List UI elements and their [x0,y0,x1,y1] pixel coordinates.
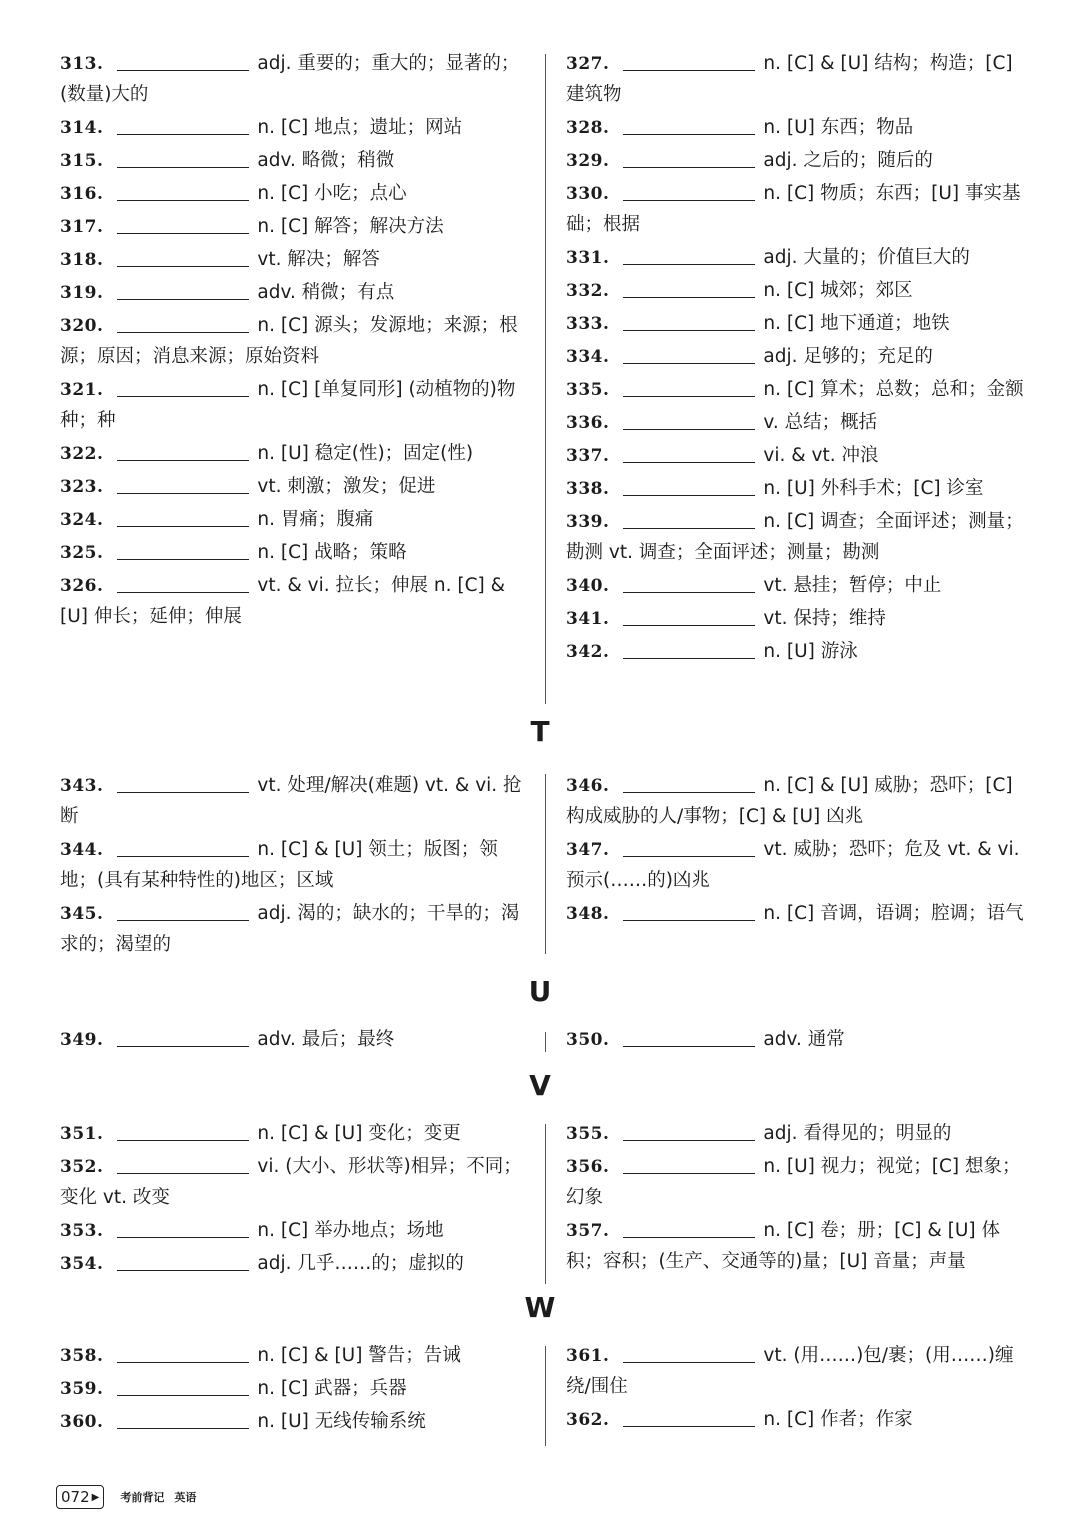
entry-definition: n. [U] 无线传输系统 [257,1411,426,1432]
vocab-entry [566,1404,1036,1435]
vocab-entry [60,1248,530,1279]
letter-heading-u: U [528,975,552,1008]
entry-definition: n. [U] 外科手术；[C] 诊室 [763,478,984,499]
answer-blank[interactable] [623,50,755,71]
entry-number: 352. [60,1157,104,1177]
answer-blank[interactable] [117,376,249,397]
answer-blank[interactable] [117,572,249,593]
entry-number: 329. [566,151,610,171]
entry-definition: n. [C] 调查；全面评述；测量；勘测 vt. 调查；全面评述；测量；勘测 [566,511,1024,563]
entry-number: 331. [566,248,610,268]
answer-blank[interactable] [623,638,755,659]
entry-number: 357. [566,1221,610,1241]
entry-definition: vi. (大小、形状等)相异；不同；变化 vt. 改变 [60,1156,522,1208]
answer-blank[interactable] [117,50,249,71]
vocab-entry [60,770,530,832]
entry-definition: v. 总结；概括 [763,412,878,433]
vocab-entry [566,275,1036,306]
answer-blank[interactable] [117,1408,249,1429]
letter-heading-v: V [529,1069,551,1102]
vocab-entry [566,374,1036,405]
vocab-entry [566,48,1036,110]
entry-number: 333. [566,314,610,334]
entry-number: 351. [60,1124,104,1144]
entry-definition: n. [C] & [U] 结构；构造；[C] 建筑物 [566,53,1013,105]
entry-definition: n. [U] 稳定(性)；固定(性) [257,443,474,464]
entry-definition: adj. 之后的；随后的 [763,150,933,171]
entry-number: 317. [60,217,104,237]
answer-blank[interactable] [623,244,755,265]
answer-blank[interactable] [623,772,755,793]
section-s [0,48,1080,708]
entry-definition: n. [C] 作者；作家 [763,1409,913,1430]
vocab-entry [60,48,530,110]
section-w [0,1340,1080,1450]
answer-blank[interactable] [623,1153,755,1174]
entry-number: 339. [566,512,610,532]
entry-definition: vt. (用……)包/裹；(用……)缠绕/围住 [566,1345,1014,1397]
entry-definition: n. [C] & [U] 威胁；恐吓；[C] 构成威胁的人/事物；[C] & [U] 凶兆 [566,775,1013,827]
entry-number: 349. [60,1030,104,1050]
vocab-entry [566,1118,1036,1149]
vocab-entry [566,898,1036,929]
vocab-entry [566,1215,1036,1277]
entry-definition: adj. 足够的；充足的 [763,346,933,367]
letter-heading-t: T [530,715,550,748]
entry-definition: n. [C] 举办地点；场地 [257,1220,444,1241]
vocab-entry [566,112,1036,143]
entry-number: 344. [60,840,104,860]
answer-blank[interactable] [623,1406,755,1427]
entry-definition: adv. 最后；最终 [257,1029,395,1050]
entry-number: 345. [60,904,104,924]
answer-blank[interactable] [623,277,755,298]
answer-blank[interactable] [117,1250,249,1271]
answer-blank[interactable] [623,508,755,529]
entry-definition: n. [C] 地点；遗址；网站 [257,117,463,138]
vocab-entry [60,145,530,176]
vocab-entry [60,504,530,535]
vocab-entry [566,145,1036,176]
vocab-entry [566,506,1036,568]
entry-definition: n. [C] & [U] 变化；变更 [257,1123,461,1144]
answer-blank[interactable] [623,1120,755,1141]
entry-number: 337. [566,446,610,466]
vocab-entry [566,1340,1036,1402]
vocab-entry [60,537,530,568]
entry-definition: n. [C] 物质；东西；[U] 事实基础；根据 [566,183,1021,235]
entry-definition: adj. 看得见的；明显的 [763,1123,952,1144]
entry-number: 350. [566,1030,610,1050]
vocab-entry [566,603,1036,634]
entry-definition: n. [C] 算术；总数；总和；金额 [763,379,1024,400]
section-v [0,1118,1080,1288]
vocab-entry [60,1215,530,1246]
answer-blank[interactable] [117,900,249,921]
entry-number: 354. [60,1254,104,1274]
vocab-entry [566,440,1036,471]
entry-number: 347. [566,840,610,860]
entry-definition: vt. 刺激；激发；促进 [257,476,436,497]
vocab-entry [60,1340,530,1371]
answer-blank[interactable] [117,473,249,494]
answer-blank[interactable] [117,836,249,857]
entry-definition: adj. 重要的；重大的；显著的；(数量)大的 [60,53,520,105]
entry-definition: vt. 威胁；恐吓；危及 vt. & vi. 预示(……的)凶兆 [566,839,1020,891]
entry-definition: n. [C] & [U] 警告；告诫 [257,1345,461,1366]
answer-blank[interactable] [117,1153,249,1174]
entry-number: 330. [566,184,610,204]
entry-definition: adj. 渴的；缺水的；干旱的；渴求的；渴望的 [60,903,520,955]
vocab-entry [60,244,530,275]
entry-number: 332. [566,281,610,301]
right-column [566,1024,1036,1057]
answer-blank[interactable] [623,475,755,496]
answer-blank[interactable] [623,1026,755,1047]
entry-definition: n. 胃痛；腹痛 [257,509,374,530]
answer-blank[interactable] [623,836,755,857]
left-column [60,1024,530,1057]
entry-number: 326. [60,576,104,596]
entry-definition: n. [C] 解答；解决方法 [257,216,444,237]
vocab-entry [60,570,530,632]
entry-number: 325. [60,543,104,563]
vocab-entry [566,636,1036,667]
vocab-entry [566,770,1036,832]
vocab-entry [60,310,530,372]
entry-definition: n. [C] 小吃；点心 [257,183,407,204]
entry-number: 314. [60,118,104,138]
answer-blank[interactable] [117,506,249,527]
vocab-entry [60,898,530,960]
entry-number: 343. [60,776,104,796]
answer-blank[interactable] [117,213,249,234]
entry-definition: adj. 大量的；价值巨大的 [763,247,970,268]
vocab-entry [60,112,530,143]
entry-definition: vt. 解决；解答 [257,249,380,270]
answer-blank[interactable] [117,312,249,333]
entry-number: 341. [566,609,610,629]
entry-number: 338. [566,479,610,499]
entry-number: 361. [566,1346,610,1366]
entry-number: 315. [60,151,104,171]
entry-number: 321. [60,380,104,400]
answer-blank[interactable] [117,1375,249,1396]
entry-number: 360. [60,1412,104,1432]
vocab-entry [60,1118,530,1149]
answer-blank[interactable] [117,279,249,300]
answer-blank[interactable] [623,409,755,430]
column-divider [545,1032,546,1052]
vocab-entry [566,341,1036,372]
entry-number: 323. [60,477,104,497]
answer-blank[interactable] [117,180,249,201]
entry-number: 313. [60,54,104,74]
entry-number: 328. [566,118,610,138]
page-footer [56,1484,196,1510]
entry-number: 324. [60,510,104,530]
answer-blank[interactable] [117,147,249,168]
vocab-entry [566,1024,1036,1055]
entry-number: 322. [60,444,104,464]
entry-number: 335. [566,380,610,400]
right-column [566,1340,1036,1437]
entry-definition: adv. 通常 [763,1029,845,1050]
book-title: 考前背记 [120,1491,165,1504]
entry-number: 355. [566,1124,610,1144]
answer-blank[interactable] [117,114,249,135]
entry-number: 336. [566,413,610,433]
section-u [0,1024,1080,1064]
vocab-entry [60,374,530,436]
entry-number: 340. [566,576,610,596]
entry-number: 334. [566,347,610,367]
entry-number: 346. [566,776,610,796]
column-divider [545,1124,546,1284]
play-arrow-icon: ▶ [91,1491,100,1503]
entry-number: 320. [60,316,104,336]
entry-definition: n. [U] 游泳 [763,641,858,662]
right-column [566,770,1036,931]
vocab-entry [566,834,1036,896]
entry-number: 358. [60,1346,104,1366]
vocab-entry [60,1406,530,1437]
left-column [60,1118,530,1281]
answer-blank[interactable] [117,539,249,560]
entry-number: 319. [60,283,104,303]
letter-heading-w: W [524,1291,556,1324]
entry-definition: n. [C] 战略；策略 [257,542,407,563]
entry-definition: adj. 几乎……的；虚拟的 [257,1253,464,1274]
left-column [60,770,530,962]
entry-number: 356. [566,1157,610,1177]
vocab-entry [60,1373,530,1404]
vocab-entry [566,473,1036,504]
vocab-entry [60,834,530,896]
vocab-entry [566,308,1036,339]
entry-number: 318. [60,250,104,270]
entry-definition: n. [C] 城郊；郊区 [763,280,913,301]
column-divider [545,1346,546,1446]
entry-number: 362. [566,1410,610,1430]
section-t [0,770,1080,960]
right-column [566,1118,1036,1279]
answer-blank[interactable] [117,440,249,461]
entry-definition: n. [C] & [U] 领土；版图；领地；(具有某种特性的)地区；区域 [60,839,498,891]
answer-blank[interactable] [623,572,755,593]
answer-blank[interactable] [623,1342,755,1363]
answer-blank[interactable] [623,180,755,201]
subject-label: 英语 [174,1491,197,1504]
entry-definition: n. [C] 武器；兵器 [257,1378,407,1399]
answer-blank[interactable] [623,343,755,364]
entry-definition: adv. 稍微；有点 [257,282,395,303]
right-column [566,48,1036,669]
entry-number: 342. [566,642,610,662]
page-number: 072 [61,1488,90,1506]
answer-blank[interactable] [117,1026,249,1047]
entry-number: 353. [60,1221,104,1241]
vocab-entry [60,1151,530,1213]
entry-definition: vt. 处理/解决(难题) vt. & vi. 抢断 [60,775,522,827]
entry-definition: vt. 保持；维持 [763,608,886,629]
answer-blank[interactable] [117,772,249,793]
entry-definition: vt. 悬挂；暂停；中止 [763,575,942,596]
vocab-entry [60,1024,530,1055]
vocab-entry [566,178,1036,240]
entry-number: 359. [60,1379,104,1399]
answer-blank[interactable] [623,1217,755,1238]
vocab-entry [566,1151,1036,1213]
entry-number: 316. [60,184,104,204]
vocab-entry [60,471,530,502]
answer-blank[interactable] [117,1120,249,1141]
vocab-entry [60,211,530,242]
vocab-entry [566,570,1036,601]
entry-definition: n. [C] 地下通道；地铁 [763,313,950,334]
vocab-entry [566,407,1036,438]
vocab-entry [60,438,530,469]
answer-blank[interactable] [623,900,755,921]
vocab-entry [566,242,1036,273]
entry-definition: n. [C] 源头；发源地；来源；根源；原因；消息来源；原始资料 [60,315,518,367]
answer-blank[interactable] [117,246,249,267]
entry-definition: n. [C] 卷；册；[C] & [U] 体积；容积；(生产、交通等的)量；[U] 音量；声量 [566,1220,1001,1272]
answer-blank[interactable] [623,114,755,135]
entry-number: 348. [566,904,610,924]
entry-number: 327. [566,54,610,74]
vocab-entry [60,277,530,308]
left-column [60,48,530,634]
left-column [60,1340,530,1439]
answer-blank[interactable] [117,1217,249,1238]
answer-blank[interactable] [117,1342,249,1363]
entry-definition: vt. & vi. 拉长；伸展 n. [C] & [U] 伸长；延伸；伸展 [60,575,506,627]
entry-definition: n. [C] [单复同形] (动植物的)物种；种 [60,379,516,431]
entry-definition: adv. 略微；稍微 [257,150,395,171]
vocab-entry [60,178,530,209]
answer-blank[interactable] [623,147,755,168]
column-divider [545,54,546,704]
answer-blank[interactable] [623,376,755,397]
answer-blank[interactable] [623,442,755,463]
entry-definition: vi. & vt. 冲浪 [763,445,879,466]
answer-blank[interactable] [623,310,755,331]
entry-definition: n. [U] 视力；视觉；[C] 想象；幻象 [566,1156,1021,1208]
entry-definition: n. [U] 东西；物品 [763,117,914,138]
column-divider [545,774,546,954]
page-number-badge [56,1485,104,1509]
entry-definition: n. [C] 音调，语调；腔调；语气 [763,903,1024,924]
answer-blank[interactable] [623,605,755,626]
